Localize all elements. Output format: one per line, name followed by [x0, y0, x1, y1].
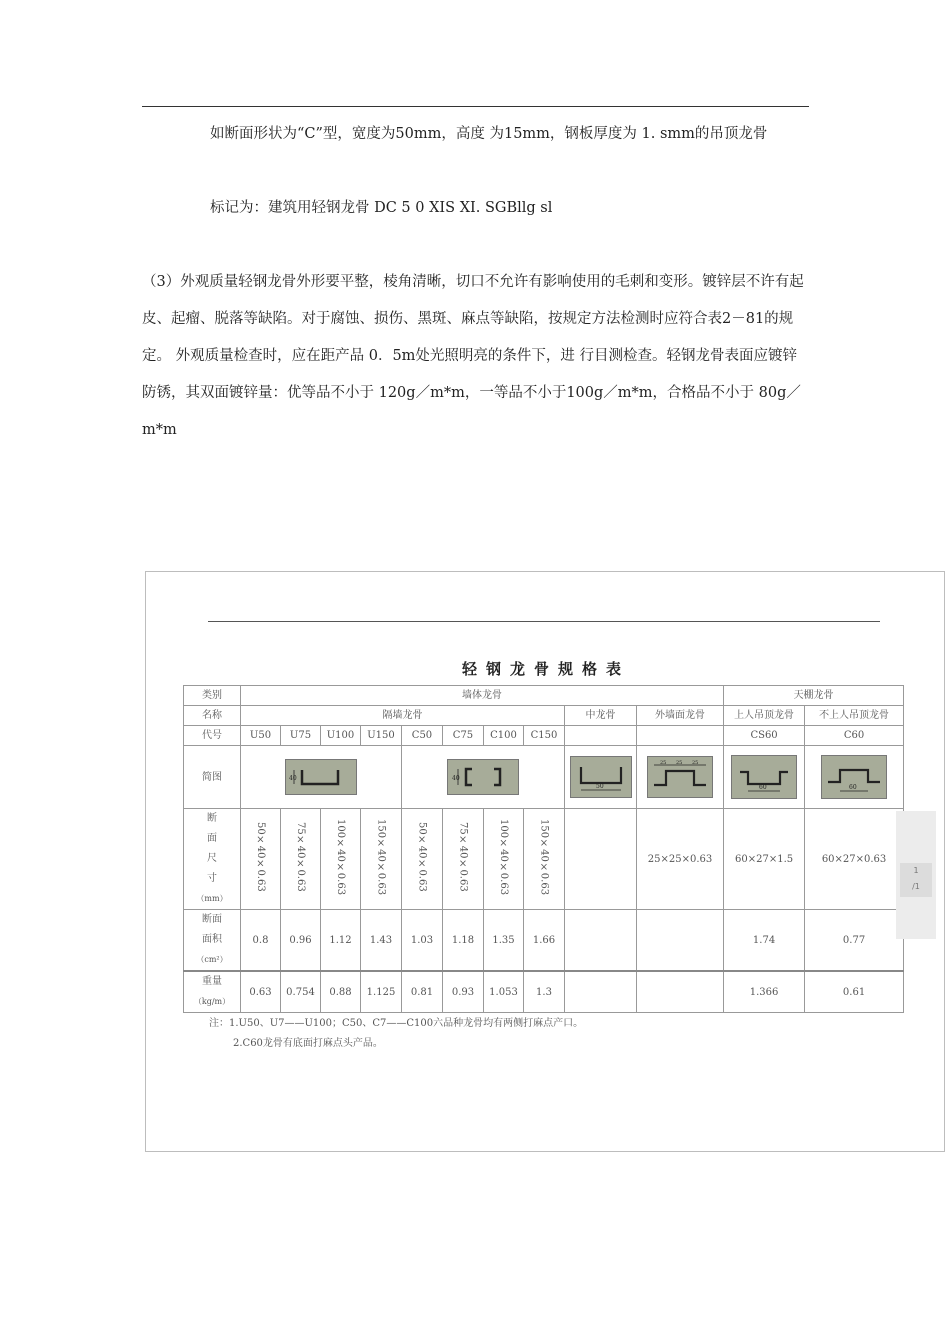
category-ceiling: 天棚龙骨: [724, 686, 904, 706]
paragraph-marking-label: 标记为：建筑用轻钢龙骨 DC 5 0 XIS XI. SGBllg sl: [210, 200, 553, 216]
page-side-panel: [896, 811, 936, 939]
name-middle: 中龙骨: [565, 706, 637, 726]
code-cell: C100: [484, 726, 524, 746]
paragraph-marking-example: 如断面形状为“C”型，宽度为50mm，高度 为15mm，钢板厚度为 1. smm的吊顶龙骨: [210, 126, 768, 142]
code-cell: [637, 726, 724, 746]
ceiling-dim-label: 60: [849, 784, 857, 791]
header-rule: [142, 106, 809, 107]
area-cell: 1.03: [402, 910, 443, 972]
name-non-upper-ceiling: 不上人吊顶龙骨: [805, 706, 904, 726]
area-cell-empty: [637, 910, 724, 972]
code-cell: CS60: [724, 726, 805, 746]
code-cell: [565, 726, 637, 746]
code-cell: C150: [524, 726, 565, 746]
weight-cell: 0.81: [402, 971, 443, 1013]
label-category: 类别: [184, 686, 241, 706]
size-non-upper-ceiling: 60×27×0.63: [805, 809, 904, 910]
non-upper-ceiling-profile-diagram: [821, 755, 887, 799]
code-cell: C75: [443, 726, 484, 746]
area-cell: 0.8: [241, 910, 281, 972]
page-indicator[interactable]: [900, 863, 932, 897]
label-size-part: 尺: [206, 853, 217, 864]
size-upper-ceiling: 60×27×1.5: [724, 809, 805, 910]
middle-profile-diagram: [570, 756, 632, 798]
weight-cell: 1.125: [361, 971, 402, 1013]
outer-wall-profile-diagram: [647, 756, 713, 798]
label-size-part: 面: [206, 833, 217, 844]
size-cell: 100×40×0.63: [498, 818, 509, 896]
code-cell: U150: [361, 726, 402, 746]
note-1: 注：1.U50、U7——U100；C50、C7——C100六品种龙骨均有两侧打麻点产口。: [209, 1018, 584, 1029]
row-name: [184, 706, 904, 726]
area-cell-empty: [565, 910, 637, 972]
size-cell: 100×40×0.63: [335, 818, 346, 896]
weight-cell-empty: [637, 971, 724, 1013]
category-wall: 墙体龙骨: [241, 686, 724, 706]
size-cell: 150×40×0.63: [375, 818, 387, 896]
paragraph-appearance-quality: （3）外观质量轻钢龙骨外形要平整，棱角清晰，切口不允许有影响使用的毛刺和变形。镀锌层不许有起皮、起瘤、脱落等缺陷。对于腐蚀、损伤、黑斑、麻点等缺陷，按规定方法检测时应符合表2－81的规 定。 外观质量检查时，应在距产品 0．5m处光照明亮的条件下，进 行目测检查。轻钢龙骨表面应镀锌防锈，其双面镀锌量：优等品不小于 120g／m*m，一等品不小于100g／m*m，合格品不小于 80g／m*m: [142, 274, 804, 438]
ceiling-dim-label: 60: [759, 784, 767, 791]
weight-cell: 1.053: [484, 971, 524, 1013]
label-diagram: 简图: [184, 746, 241, 809]
note-2: 2.C60龙骨有底面打麻点头产品。: [233, 1038, 383, 1049]
table-title: 轻钢龙骨规格表: [461, 660, 630, 678]
code-cell: U50: [241, 726, 281, 746]
size-cell-empty: [565, 809, 637, 910]
label-area-part: （cm²）: [196, 955, 228, 964]
label-size-part: 断: [206, 813, 217, 824]
name-upper-ceiling: 上人吊顶龙骨: [724, 706, 805, 726]
area-cell: 1.66: [524, 910, 565, 972]
label-area-part: 面积: [202, 934, 222, 945]
u-profile-diagram: [285, 759, 357, 795]
size-cell: 75×40×0.63: [457, 822, 469, 892]
row-category: [184, 686, 904, 706]
spec-table-figure: [145, 571, 945, 1152]
weight-cell: 1.3: [524, 971, 565, 1013]
label-size-part: 寸: [206, 873, 217, 884]
weight-upper-ceiling: 1.366: [724, 971, 805, 1013]
row-code: [184, 726, 904, 746]
figure-rule: [208, 621, 880, 622]
area-cell: 1.18: [443, 910, 484, 972]
outer-dim-label: 25: [676, 760, 683, 766]
table-notes: [209, 1014, 583, 1054]
row-diagram: [184, 746, 904, 809]
weight-cell-empty: [565, 971, 637, 1013]
weight-cell: 0.88: [321, 971, 361, 1013]
area-cell: 0.96: [281, 910, 321, 972]
weight-cell: 0.93: [443, 971, 484, 1013]
size-cell: 150×40×0.63: [538, 818, 550, 896]
area-cell: 1.35: [484, 910, 524, 972]
weight-cell: 0.754: [281, 971, 321, 1013]
label-area-part: 断面: [202, 914, 222, 925]
name-partition: 隔墙龙骨: [241, 706, 565, 726]
weight-cell: 0.63: [241, 971, 281, 1013]
mid-dim-label: 50: [595, 783, 604, 790]
outer-dim-label: 25: [692, 760, 699, 766]
area-cell: 1.43: [361, 910, 402, 972]
code-cell: C60: [805, 726, 904, 746]
label-name: 名称: [184, 706, 241, 726]
label-size-part: （mm）: [196, 894, 228, 903]
code-cell: U75: [281, 726, 321, 746]
area-non-upper-ceiling: 0.77: [805, 910, 904, 972]
row-section-size: [184, 809, 904, 910]
spec-table: [183, 685, 904, 1013]
upper-ceiling-profile-diagram: [731, 755, 797, 799]
size-cell: 50×40×0.63: [255, 822, 266, 892]
name-outer-wall: 外墙面龙骨: [637, 706, 724, 726]
outer-dim-label: 25: [660, 760, 667, 766]
code-cell: U100: [321, 726, 361, 746]
weight-non-upper-ceiling: 0.61: [805, 971, 904, 1013]
c-dim-label: 40: [452, 775, 460, 782]
page-total: /1: [912, 882, 920, 891]
size-outer-wall: 25×25×0.63: [637, 809, 724, 910]
label-code: 代号: [184, 726, 241, 746]
label-weight-part: （kg/m）: [193, 997, 231, 1006]
code-cell: C50: [402, 726, 443, 746]
size-cell: 50×40×0.63: [416, 822, 428, 892]
label-weight-part: 重量: [202, 976, 222, 987]
row-weight: [184, 971, 904, 1013]
size-cell: 75×40×0.63: [295, 822, 306, 892]
row-section-area: [184, 910, 904, 972]
area-cell: 1.12: [321, 910, 361, 972]
u-dim-label: 40: [289, 775, 297, 782]
page-current: 1: [913, 866, 919, 875]
c-profile-diagram: [447, 759, 519, 795]
area-upper-ceiling: 1.74: [724, 910, 805, 972]
